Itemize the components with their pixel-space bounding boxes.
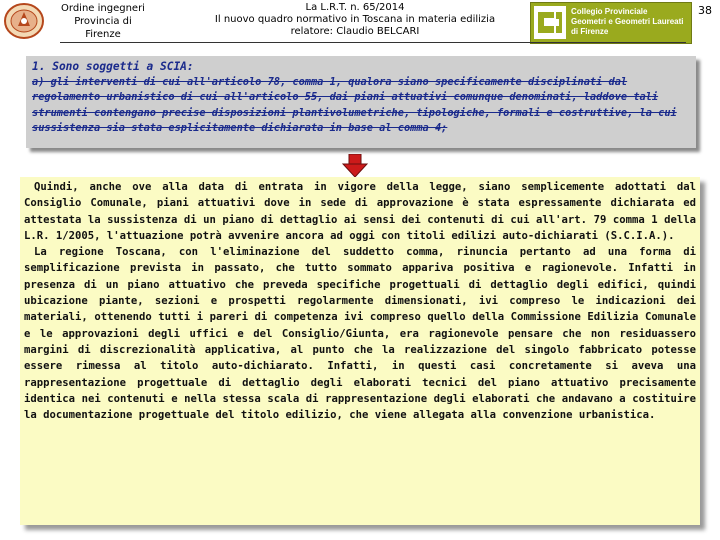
- law-excerpt-text: a) gli interventi di cui all'articolo 78, comma 1, qualora siano specificamente disciplinati dal regolamento urbanistico di cui all'articolo 55, dai piani attuativi comunque denominati, laddove tali strumenti contengano precise disposizioni plantivolumetriche, tipologiche, formali e costruttive, la cui sussistenza sia stata esplicitamente dichiarata in base al comma 4;: [32, 75, 677, 134]
- header-organization: [48, 2, 158, 41]
- ordine-ingegneri-logo: [2, 2, 46, 40]
- collegio-line3: di Firenze: [571, 27, 609, 36]
- commentary-paragraph-1: Quindi, anche ove alla data di entrata in vigore della legge, siano semplicemente adottati dal Consiglio Comunale, piani attuativi dove in sede di approvazione è stata espressamente dichiarata ed attestata la sussistenza di un piano di dettaglio ai sensi dei contenuti di cui all'art. 79 comma 1 della L.R. 1/2005, l'attuazione potrà avvenire ancora ad oggi con titoli edilizi auto-dichiarati (S.C.I.A.).: [24, 181, 696, 242]
- header-title-block: [190, 2, 520, 38]
- seal-icon: [2, 2, 46, 40]
- header-left-line1: Ordine ingegneri: [61, 3, 145, 14]
- law-excerpt-box: [26, 56, 696, 148]
- commentary-box: [20, 177, 700, 525]
- collegio-line2: Geometri e Geometri Laureati: [571, 17, 684, 26]
- collegio-name: [571, 7, 689, 37]
- header-left-line3: Firenze: [85, 29, 121, 40]
- commentary-paragraph-2: La regione Toscana, con l'eliminazione del suddetto comma, rinuncia pertanto ad una forma di semplificazione prevista in passato, che tutto sommato appariva positiva e ragionevole. Infatti in presenza di un piano attuativo che preveda specifiche progettuali di dettaglio degli edifici, quindi ubicazione piante, sezioni e prospetti regolarmente dimensionati, ivi compreso le indicazioni dei materiali, ottenendo tutti i pareri di competenza ivi compreso quello della Commissione Edilizia Comunale e le approvazioni degli uffici e del Consiglio/Giunta, era ragionevole pensare che non residuassero margini di discrezionalità applicativa, al punto che la realizzazione del singolo fabbricato potesse essere rimessa al titolo auto-dichiarato. Infatti, in questi casi concretamente si aveva una rappresentazione progettuale di dettaglio degli elaborati tecnici del piano attuativo precisamente identica nei contenuti e nella stessa scala di rappresentazione degli elaborati che andavano a costituire la documentazione progettuale del titolo edilizio, che viene allegata alla convenzione urbanistica.: [24, 246, 696, 422]
- collegio-geometri-logo: [530, 2, 692, 44]
- page-number: 38: [698, 4, 712, 17]
- header-subtitle: Il nuovo quadro normativo in Toscana in materia edilizia: [214, 14, 496, 25]
- geometri-logo-icon: [534, 6, 566, 39]
- header-speaker: relatore: Claudio BELCARI: [290, 26, 420, 37]
- down-arrow-icon: [342, 154, 368, 178]
- header-title: La L.R.T. n. 65/2014: [305, 2, 405, 13]
- header-divider: [60, 42, 686, 43]
- header-left-line2: Provincia di: [74, 16, 132, 27]
- collegio-line1: Collegio Provinciale: [571, 7, 648, 16]
- law-excerpt-title: 1. Sono soggetti a SCIA:: [32, 60, 194, 73]
